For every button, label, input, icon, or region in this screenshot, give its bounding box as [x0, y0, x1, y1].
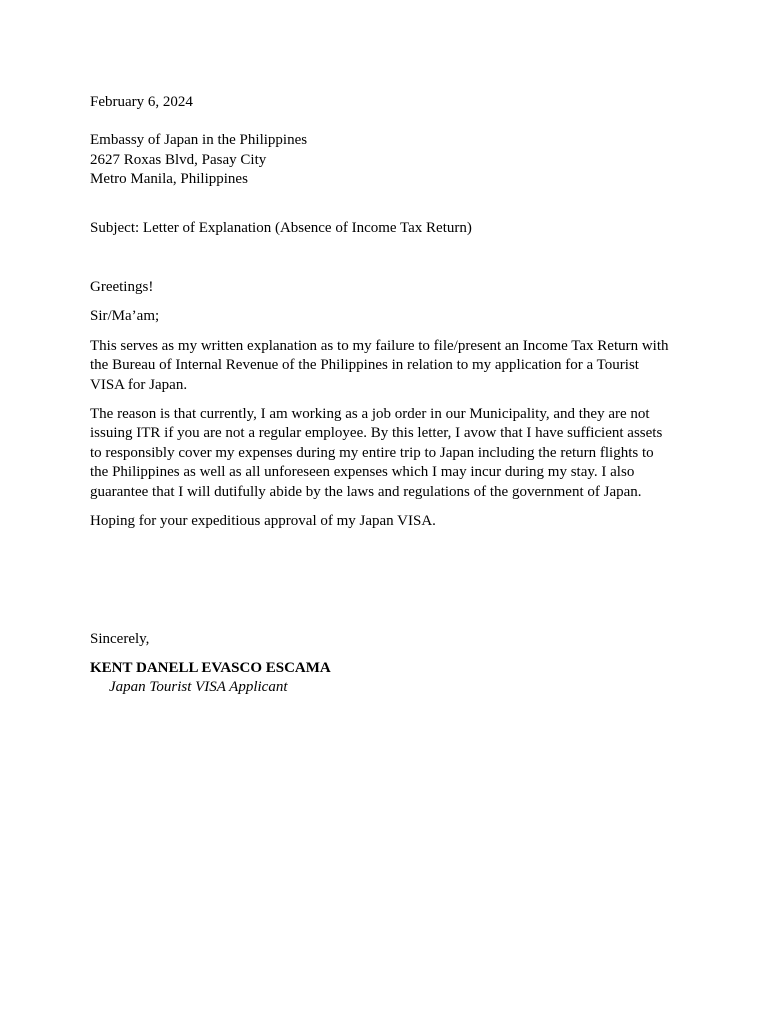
paragraph-explanation — [90, 337, 680, 395]
paragraph-line: to responsibly cover my expenses during my entire trip to Japan including the return flights to — [90, 444, 654, 461]
signer-name: KENT DANELL EVASCO ESCAMA — [90, 659, 331, 676]
letter-closing: Sincerely, — [90, 630, 150, 647]
letter-date: February 6, 2024 — [90, 94, 193, 110]
paragraph-line: This serves as my written explanation as to my failure to file/present an Income Tax Return with — [90, 337, 669, 354]
paragraph-reason — [90, 405, 680, 502]
recipient-line-3: Metro Manila, Philippines — [90, 171, 248, 188]
paragraph-line: guarantee that I will dutifully abide by the laws and regulations of the government of Japan. — [90, 483, 642, 500]
paragraph-request: Hoping for your expeditious approval of my Japan VISA. — [90, 513, 436, 530]
letter-salutation: Sir/Ma’am; — [90, 308, 160, 325]
signer-role: Japan Tourist VISA Applicant — [109, 679, 288, 696]
recipient-line-2: 2627 Roxas Blvd, Pasay City — [90, 151, 267, 168]
paragraph-line: VISA for Japan. — [90, 376, 188, 393]
paragraph-line: the Bureau of Internal Revenue of the Philippines in relation to my application for a Tourist — [90, 357, 639, 374]
recipient-line-1: Embassy of Japan in the Philippines — [90, 132, 308, 149]
letter-body — [90, 93, 680, 698]
paragraph-line: issuing ITR if you are not a regular employee. By this letter, I avow that I have sufficient assets — [90, 425, 663, 442]
paragraph-line: The reason is that currently, I am working as a job order in our Municipality, and they are not — [90, 406, 650, 423]
paragraph-line: the Philippines as well as all unforeseen expenses which I may incur during my stay. I also — [90, 464, 635, 481]
letter-greeting: Greetings! — [90, 279, 154, 296]
recipient-address — [90, 131, 680, 189]
letter-subject: Subject: Letter of Explanation (Absence of Income Tax Return) — [90, 219, 472, 236]
